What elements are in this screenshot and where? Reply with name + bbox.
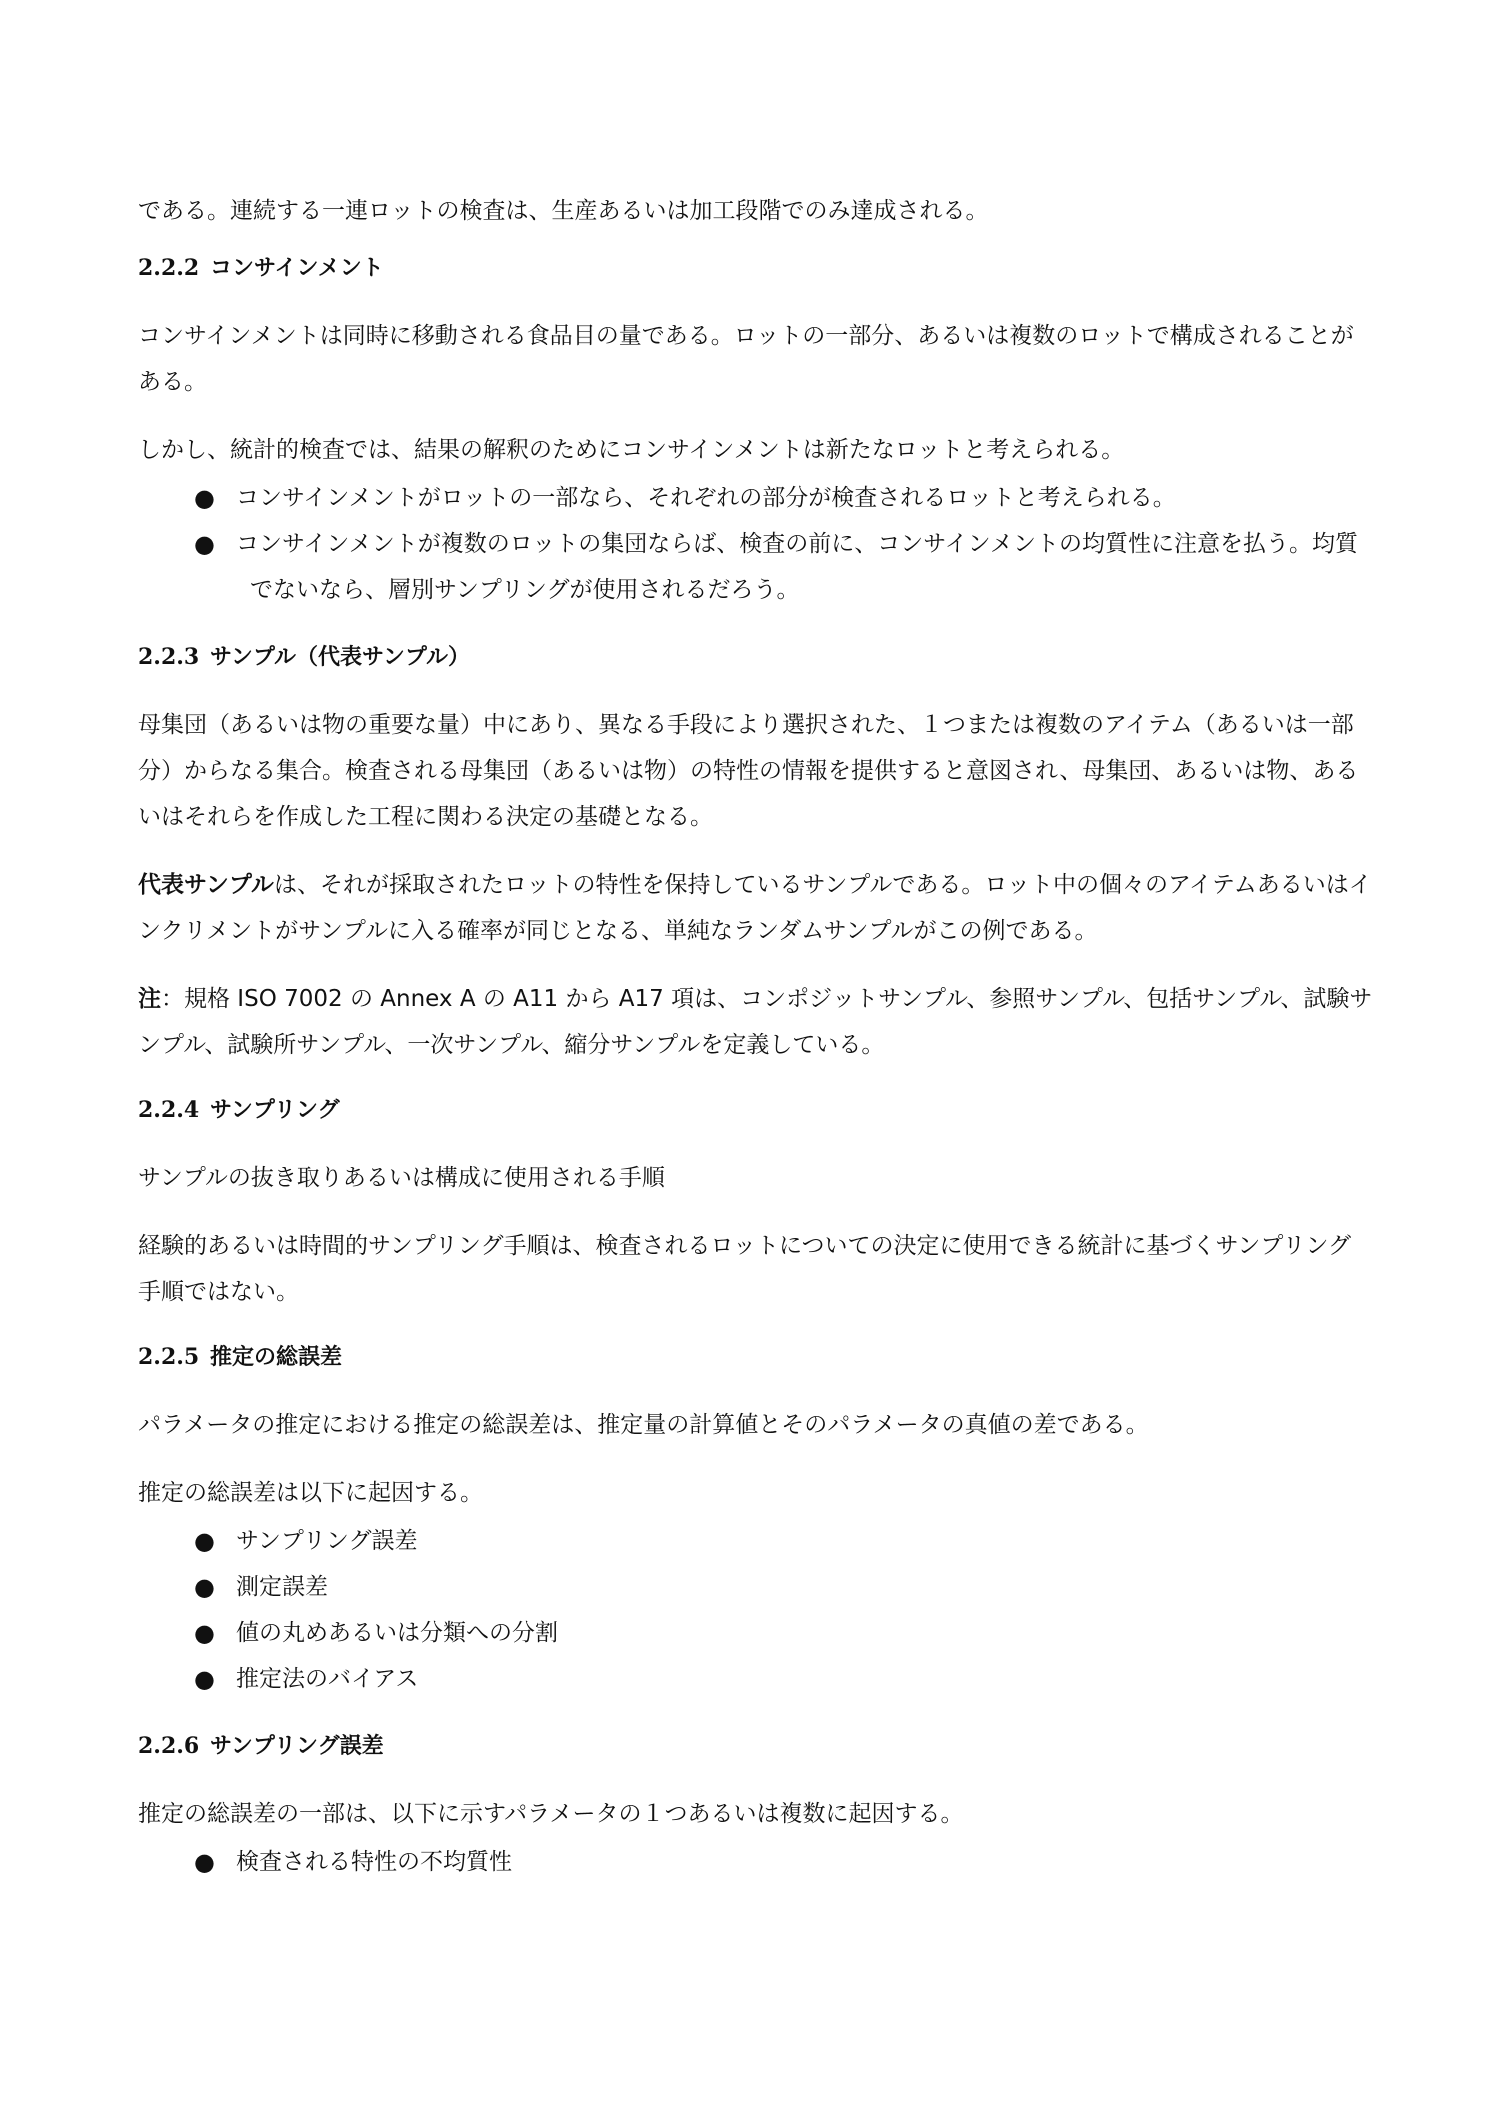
bullet-icon: ● (194, 484, 215, 512)
paragraph: 母集団（あるいは物の重要な量）中にあり、異なる手段により選択された、１つまたは複数のアイテム（あるいは一部分）からなる集合。検査される母集団（あるいは物）の特性の情報を提供すると意図され、母集団、あるいは物、あるいはそれらを作成した工程に関わる決定の基礎となる。 (138, 712, 1359, 830)
list-item-text-continued: でないなら、層別サンプリングが使用されるだろう。 (250, 577, 800, 603)
section-title: コンサインメント (210, 256, 384, 281)
bullet-icon: ● (194, 1848, 215, 1876)
paragraph: コンサインメントは同時に移動される食品目の量である。ロットの一部分、あるいは複数のロットで構成されることがある。 (138, 323, 1354, 395)
section-number: 2.2.6 (138, 1733, 200, 1759)
paragraph: 推定の総誤差は以下に起因する。 (138, 1480, 483, 1506)
bullet-icon: ● (194, 1527, 215, 1555)
section-number: 2.2.4 (138, 1097, 200, 1123)
section-heading-2-2-4 (138, 1090, 1374, 1131)
paragraph: である。連続する一連ロットの検査は、生産あるいは加工段階でのみ達成される。 (138, 198, 989, 224)
paragraph: パラメータの推定における推定の総誤差は、推定量の計算値とそのパラメータの真値の差である。 (138, 1412, 1149, 1438)
section-title: サンプル（代表サンプル） (210, 645, 471, 670)
note-paragraph (138, 976, 1374, 1068)
list-item (138, 475, 1374, 521)
list-item-text: コンサインメントがロットの一部なら、それぞれの部分が検査されるロットと考えられる。 (236, 485, 1176, 511)
list-item (138, 1656, 1374, 1702)
list-item (138, 1839, 1374, 1885)
section-number: 2.2.5 (138, 1344, 200, 1370)
list-item-text: コンサインメントが複数のロットの集団ならば、検査の前に、コンサインメントの均質性に注意を払う。均質 (236, 531, 1358, 557)
bullet-list (138, 1839, 1374, 1885)
bullet-icon: ● (194, 530, 215, 558)
page-content (138, 188, 1374, 1909)
paragraph: 経験的あるいは時間的サンプリング手順は、検査されるロットについての決定に使用できる統計に基づくサンプリング手順ではない。 (138, 1233, 1352, 1305)
list-item-text: 検査される特性の不均質性 (236, 1849, 512, 1875)
section-number: 2.2.2 (138, 255, 200, 281)
list-item-text: 測定誤差 (236, 1574, 328, 1600)
list-item-text: サンプリング誤差 (236, 1528, 418, 1554)
paragraph: しかし、統計的検査では、結果の解釈のためにコンサインメントは新たなロットと考えられる。 (138, 437, 1125, 463)
paragraph-text: は、それが採取されたロットの特性を保持しているサンプルである。ロット中の個々のアイテムあるいはインクリメントがサンプルに入る確率が同じとなる、単純なランダムサンプルがこの例である。 (138, 872, 1372, 944)
bullet-icon: ● (194, 1665, 215, 1693)
list-item (138, 1610, 1374, 1656)
note-text: ：規格 ISO 7002 の Annex A の A11 から A17 項は、コンポジットサンプル、参照サンプル、包括サンプル、試験サンプル、試験所サンプル、一次サンプル、縮分サンプルを定義している。 (138, 986, 1373, 1058)
bold-term: 代表サンプル (138, 872, 274, 898)
section-heading-2-2-5 (138, 1337, 1374, 1378)
list-item (138, 521, 1374, 613)
list-item (138, 1518, 1374, 1564)
list-item-text: 値の丸めあるいは分類への分割 (236, 1620, 558, 1646)
paragraph (138, 862, 1374, 954)
section-heading-2-2-3 (138, 637, 1374, 678)
section-title: 推定の総誤差 (210, 1345, 343, 1370)
section-number: 2.2.3 (138, 644, 200, 670)
bullet-icon: ● (194, 1573, 215, 1601)
list-item-text: 推定法のバイアス (236, 1666, 419, 1692)
bullet-list (138, 475, 1374, 613)
section-heading-2-2-2 (138, 248, 1374, 289)
list-item (138, 1564, 1374, 1610)
section-title: サンプリング誤差 (210, 1734, 384, 1759)
section-heading-2-2-6 (138, 1726, 1374, 1767)
paragraph: 推定の総誤差の一部は、以下に示すパラメータの１つあるいは複数に起因する。 (138, 1801, 964, 1827)
paragraph: サンプルの抜き取りあるいは構成に使用される手順 (138, 1165, 665, 1191)
bullet-icon: ● (194, 1619, 215, 1647)
section-title: サンプリング (210, 1098, 340, 1123)
bullet-list (138, 1518, 1374, 1702)
note-label: 注 (138, 986, 161, 1012)
